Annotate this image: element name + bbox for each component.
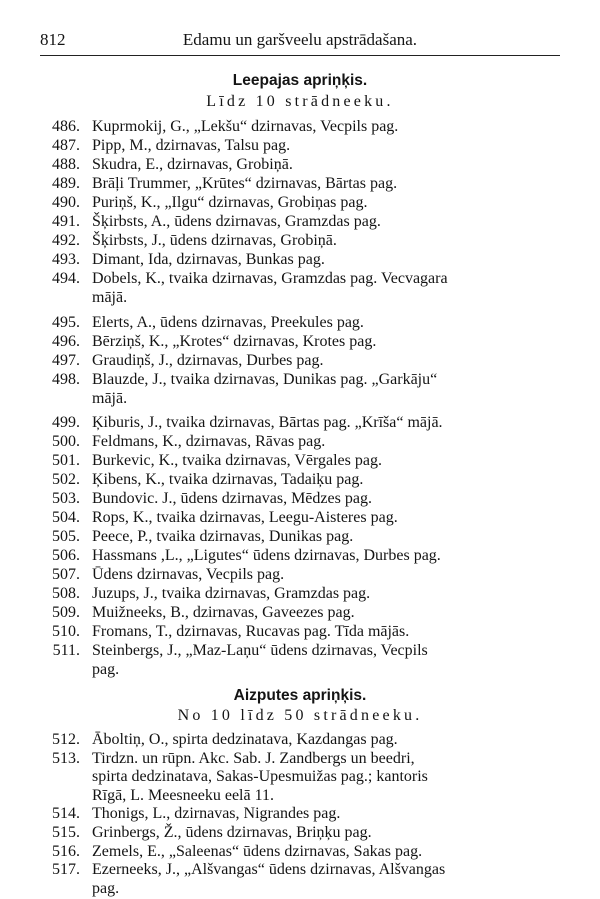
entry-text: Grinbergs, Ž., ūdens dzirnavas, Briņķu pag. — [92, 824, 372, 841]
list-entry — [0, 489, 600, 509]
list-entry — [0, 117, 600, 137]
entry-text: Ķibens, K., tvaika dzirnavas, Tadaiķu pag. — [92, 471, 364, 488]
list-entry — [0, 136, 600, 156]
entry-text: Ķiburis, J., tvaika dzirnavas, Bārtas pag. „Krīša“ mājā. — [92, 414, 443, 431]
entry-number: 502. — [52, 471, 80, 488]
list-entry-continuation — [0, 288, 600, 308]
list-entry — [0, 313, 600, 333]
list-entry — [0, 250, 600, 270]
entry-text: Burkevic, K., tvaika dzirnavas, Vērgales pag. — [92, 452, 382, 469]
entry-number: 489. — [52, 175, 80, 192]
entry-number: 492. — [52, 232, 80, 249]
entry-number: 514. — [52, 805, 80, 823]
entry-text: Āboltiņ, O., spirta dedzinatava, Kazdangas pag. — [92, 731, 398, 748]
entry-continuation-text: mājā. — [92, 390, 128, 407]
entry-text: Kuprmokij, G., „Lekšu“ dzirnavas, Vecpils pag. — [92, 118, 399, 135]
entry-number: 511. — [52, 642, 80, 659]
entry-number: 505. — [52, 528, 80, 545]
list-entry — [0, 730, 600, 750]
list-entry — [0, 527, 600, 547]
entry-number: 491. — [52, 213, 80, 230]
entry-number: 513. — [52, 749, 80, 767]
entry-number: 517. — [52, 861, 80, 879]
entry-number: 515. — [52, 824, 80, 841]
list-entry — [0, 193, 600, 213]
list-entry — [0, 432, 600, 452]
entry-number: 500. — [52, 433, 80, 450]
list-entry-continuation — [0, 786, 600, 806]
entry-text: Feldmans, K., dzirnavas, Rāvas pag. — [92, 433, 326, 450]
entry-text: Šķirbsts, J., ūdens dzirnavas, Grobiņā. — [92, 232, 337, 249]
section-heading: Aizputes apriņķis. — [233, 687, 367, 704]
entry-text: Skudra, E., dzirnavas, Grobiņā. — [92, 156, 293, 173]
list-entry — [0, 603, 600, 623]
page-number: 812 — [40, 30, 66, 49]
entry-text: Pipp, M., dzirnavas, Talsu pag. — [92, 137, 291, 154]
running-title: Edamu un garšveelu apstrādašana. — [182, 30, 418, 49]
list-entry — [0, 332, 600, 352]
entry-number: 501. — [52, 452, 80, 469]
entry-text: Hassmans ,L., „Ligutes“ ūdens dzirnavas, Durbes pag. — [92, 547, 441, 564]
list-entry — [0, 370, 600, 390]
list-entry — [0, 584, 600, 604]
entry-text: Dimant, Ida, dzirnavas, Bunkas pag. — [92, 251, 325, 268]
entry-continuation-text: Rīgā, L. Meesneeku eelā 11. — [92, 786, 275, 804]
entry-text: Zemels, E., „Saleenas“ ūdens dzirnavas, Sakas pag. — [92, 842, 423, 860]
list-entry — [0, 451, 600, 471]
entry-text: Ezerneeks, J., „Alšvangas“ ūdens dzirnavas, Alšvangas — [92, 861, 446, 879]
list-entry — [0, 351, 600, 371]
entry-number: 516. — [52, 842, 80, 860]
list-entry — [0, 508, 600, 528]
entry-text: Blauzde, J., tvaika dzirnavas, Dunikas pag. „Garkāju“ — [92, 371, 438, 388]
entry-number: 487. — [52, 137, 80, 154]
list-entry — [0, 269, 600, 289]
page-header — [40, 29, 560, 56]
entry-text: Tirdzn. un rūpn. Akc. Sab. J. Zandbergs un beedri, — [92, 749, 415, 767]
list-entry — [0, 546, 600, 566]
entry-number: 494. — [52, 270, 80, 287]
entry-number: 498. — [52, 371, 80, 388]
entry-number: 490. — [52, 194, 80, 211]
entry-text: Fromans, T., dzirnavas, Rucavas pag. Tīda mājās. — [92, 623, 410, 640]
entry-continuation-text: pag. — [92, 879, 120, 897]
entry-number: 503. — [52, 490, 80, 507]
entry-number: 510. — [52, 623, 80, 640]
entry-number: 509. — [52, 604, 80, 621]
list-entry-continuation — [0, 767, 600, 787]
entry-number: 496. — [52, 333, 80, 350]
entry-number: 488. — [52, 156, 80, 173]
entry-number: 499. — [52, 414, 80, 431]
list-entry — [0, 641, 600, 661]
entry-text: Puriņš, K., „Ilgu“ dzirnavas, Grobiņas pag. — [92, 194, 368, 211]
list-entry — [0, 749, 600, 769]
entry-number: 507. — [52, 566, 80, 583]
list-entry — [0, 413, 600, 433]
entry-text: Muižneeks, B., dzirnavas, Gaveezes pag. — [92, 604, 355, 621]
list-entry — [0, 212, 600, 232]
list-entry — [0, 842, 600, 862]
list-entry — [0, 804, 600, 824]
entry-text: Elerts, A., ūdens dzirnavas, Preekules pag. — [92, 314, 364, 331]
list-entry-continuation — [0, 879, 600, 899]
section-heading: Leepajas apriņķis. — [232, 72, 368, 89]
entry-text: Brāļi Trummer, „Krūtes“ dzirnavas, Bārtas pag. — [92, 175, 398, 192]
section-subheading: No 10 līdz 50 strādneeku. — [177, 707, 423, 724]
entry-number: 512. — [52, 731, 80, 748]
list-entry — [0, 155, 600, 175]
entry-text: Bundovic. J., ūdens dzirnavas, Mēdzes pag. — [92, 490, 372, 507]
list-entry — [0, 231, 600, 251]
section-subheading: Līdz 10 strādneeku. — [206, 93, 394, 110]
list-entry — [0, 860, 600, 880]
entry-number: 493. — [52, 251, 80, 268]
entry-number: 508. — [52, 585, 80, 602]
entry-number: 486. — [52, 118, 80, 135]
entry-number: 497. — [52, 352, 80, 369]
entry-number: 504. — [52, 509, 80, 526]
entry-text: Bērziņš, K., „Krotes“ dzirnavas, Krotes pag. — [92, 333, 377, 350]
entry-text: Ūdens dzirnavas, Vecpils pag. — [92, 566, 285, 583]
entry-text: Šķirbsts, A., ūdens dzirnavas, Gramzdas pag. — [92, 213, 381, 230]
entry-text: Juzups, J., tvaika dzirnavas, Gramzdas pag. — [92, 585, 371, 602]
entry-number: 506. — [52, 547, 80, 564]
entry-continuation-text: pag. — [92, 661, 120, 678]
entry-text: Rops, K., tvaika dzirnavas, Leegu-Aisteres pag. — [92, 509, 398, 526]
list-entry-continuation — [0, 389, 600, 409]
entry-text: Graudiņš, J., dzirnavas, Durbes pag. — [92, 352, 324, 369]
entry-continuation-text: mājā. — [92, 289, 128, 306]
list-entry — [0, 174, 600, 194]
list-entry — [0, 565, 600, 585]
entry-text: Peece, P., tvaika dzirnavas, Dunikas pag. — [92, 528, 354, 545]
entry-text: Dobels, K., tvaika dzirnavas, Gramzdas pag. Vecvagara — [92, 270, 448, 287]
list-entry — [0, 470, 600, 490]
entry-text: Steinbergs, J., „Maz-Laņu“ ūdens dzirnavas, Vecpils — [92, 642, 428, 659]
list-entry — [0, 622, 600, 642]
list-entry-continuation — [0, 660, 600, 680]
entry-text: Thonigs, L., dzirnavas, Nigrandes pag. — [92, 805, 341, 823]
entry-number: 495. — [52, 314, 80, 331]
list-entry — [0, 823, 600, 843]
entry-continuation-text: spirta dedzinatava, Sakas-Upesmuižas pag.; kantoris — [92, 768, 428, 786]
